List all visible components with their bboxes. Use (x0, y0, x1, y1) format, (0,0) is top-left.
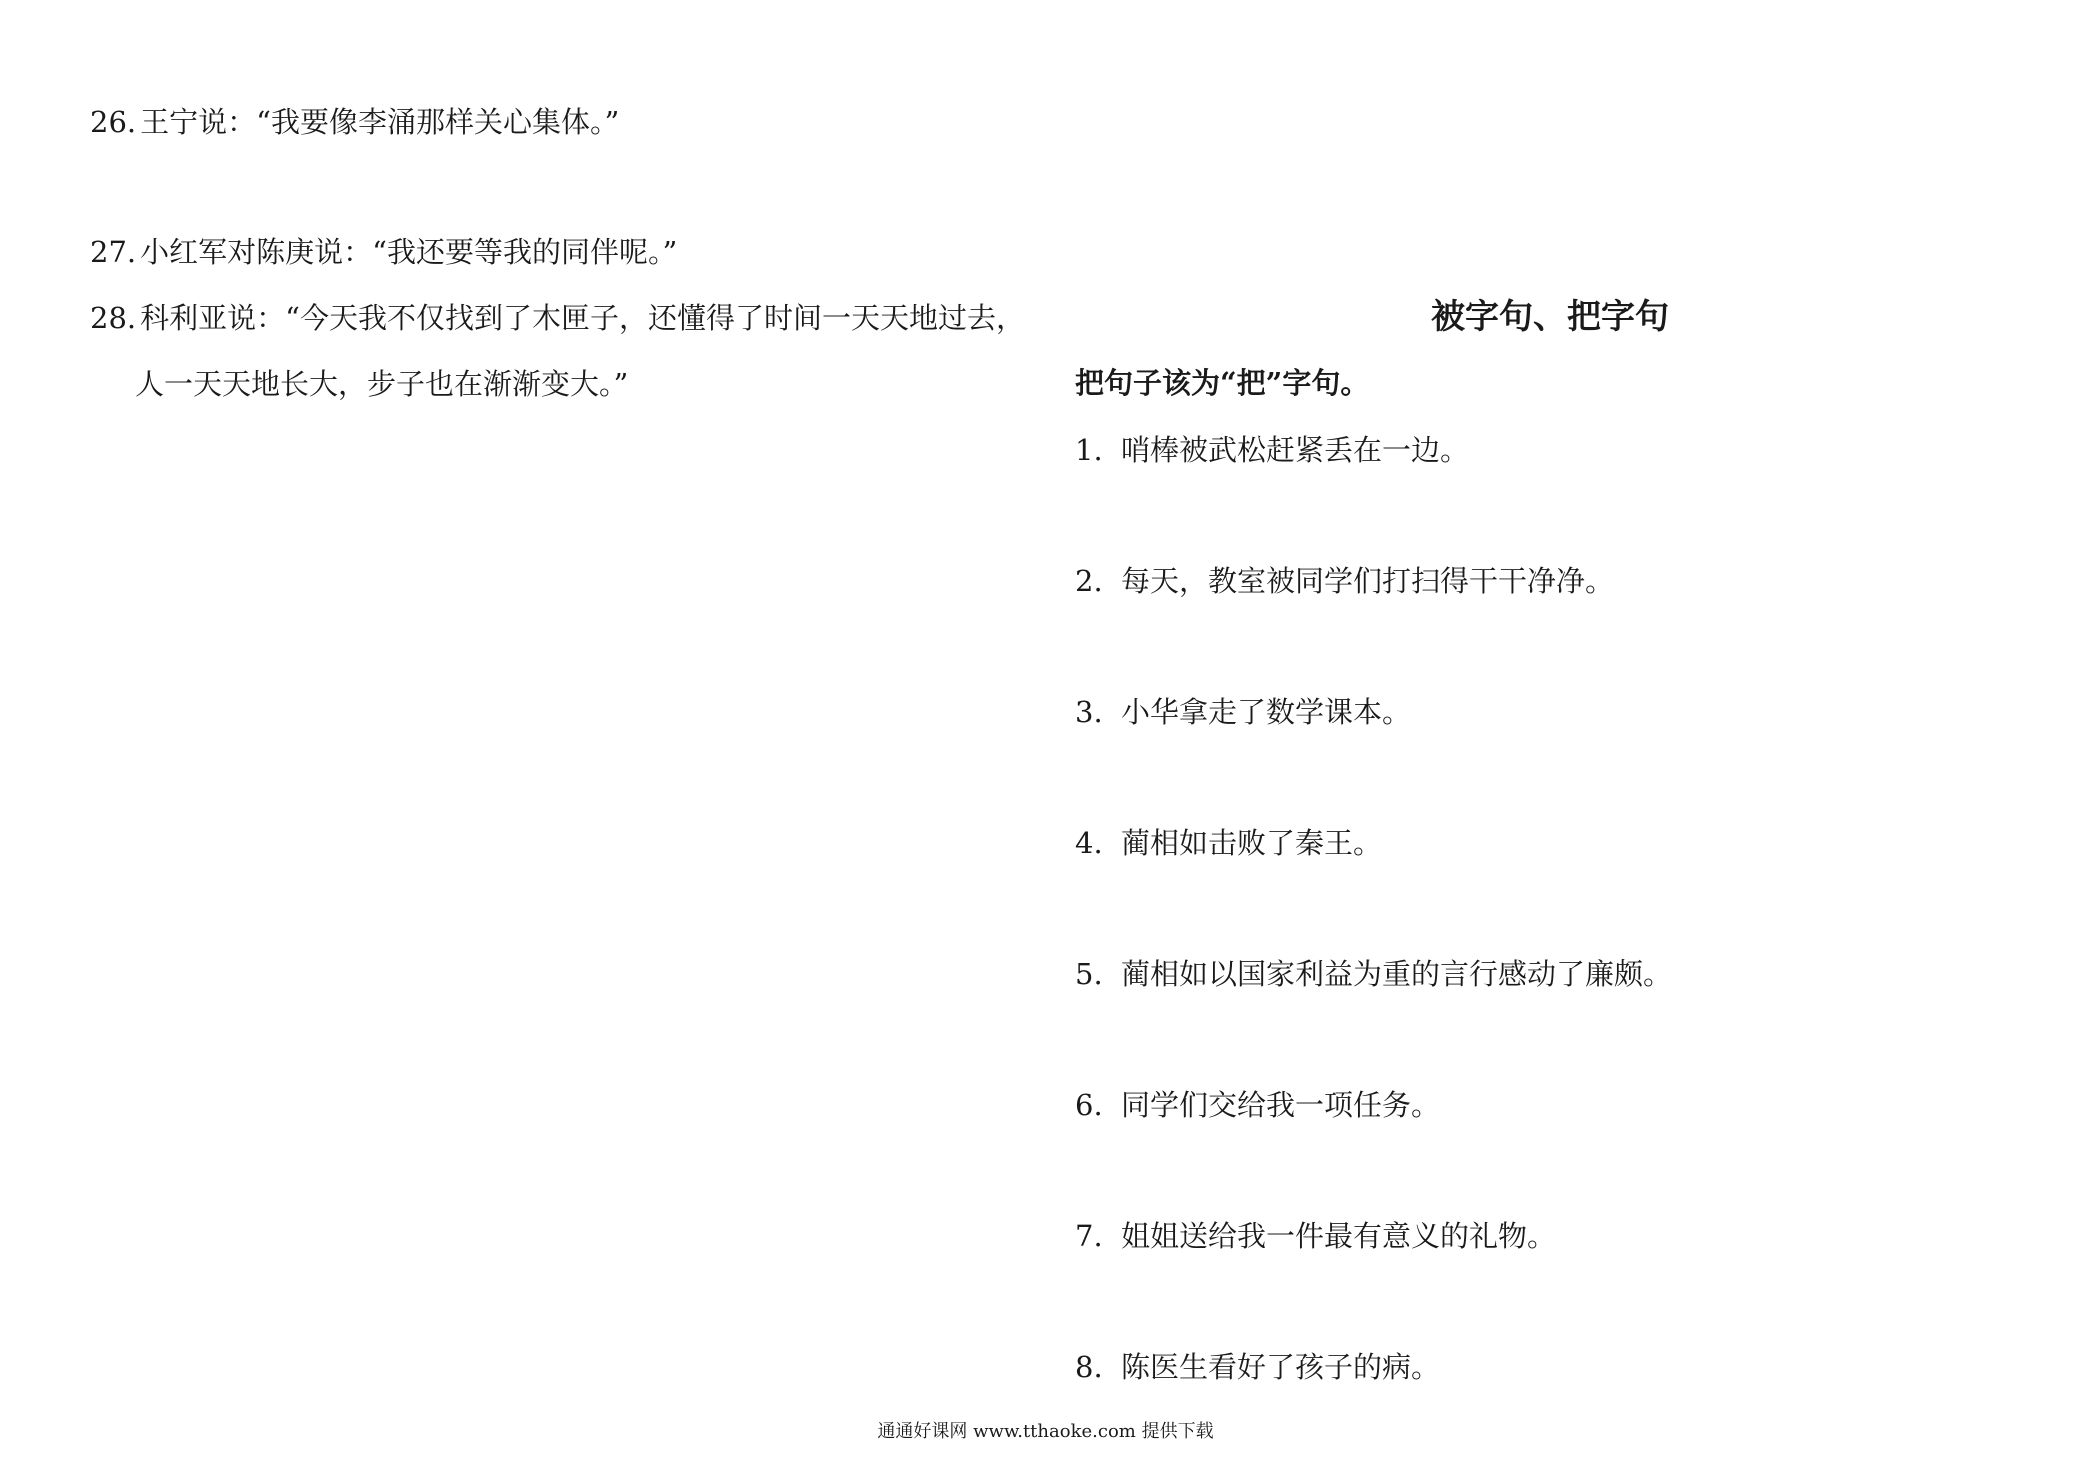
question-27 (90, 234, 677, 270)
exercise-3 (1075, 694, 1411, 730)
exercise-text: 哨棒被武松赶紧丢在一边。 (1121, 433, 1470, 467)
exercise-number: 1. (1075, 433, 1103, 467)
page-footer: 通通好课网 www.tthaoke.com 提供下载 (877, 1421, 1214, 1442)
section-title: 被字句、把字句 (1431, 297, 1669, 337)
exercise-text: 同学们交给我一项任务。 (1121, 1088, 1441, 1122)
question-number: 26. (90, 105, 137, 139)
exercise-1 (1075, 432, 1469, 468)
question-28-continuation (135, 366, 628, 402)
exercise-number: 4. (1075, 826, 1103, 860)
question-26 (90, 104, 619, 140)
exercise-text: 小华拿走了数学课本。 (1121, 695, 1412, 729)
exercise-number: 7. (1075, 1219, 1103, 1253)
question-number: 27. (90, 235, 137, 269)
exercise-4 (1075, 825, 1382, 861)
exercise-5 (1075, 956, 1672, 992)
exercise-text: 蔺相如以国家利益为重的言行感动了廉颇。 (1121, 957, 1673, 991)
question-text: 科利亚说：“今天我不仅找到了木匣子，还懂得了时间一天天地过去， (140, 301, 1025, 335)
exercise-8 (1075, 1349, 1440, 1385)
question-text-continuation: 人一天天地长大，步子也在渐渐变大。” (135, 367, 629, 401)
exercise-number: 3. (1075, 695, 1103, 729)
section-instruction: 把句子该为“把”字句。 (1075, 366, 1370, 400)
question-28 (90, 300, 1025, 336)
exercise-number: 6. (1075, 1088, 1103, 1122)
exercise-number: 8. (1075, 1350, 1103, 1384)
exercise-6 (1075, 1087, 1440, 1123)
exercise-text: 陈医生看好了孩子的病。 (1121, 1350, 1441, 1384)
exercise-text: 每天，教室被同学们打扫得干干净净。 (1121, 564, 1615, 598)
exercise-number: 5. (1075, 957, 1103, 991)
question-text: 王宁说：“我要像李涌那样关心集体。” (140, 105, 620, 139)
exercise-7 (1075, 1218, 1556, 1254)
question-number: 28. (90, 301, 137, 335)
exercise-2 (1075, 563, 1614, 599)
exercise-number: 2. (1075, 564, 1103, 598)
exercise-text: 姐姐送给我一件最有意义的礼物。 (1121, 1219, 1557, 1253)
question-text: 小红军对陈庚说：“我还要等我的同伴呢。” (140, 235, 678, 269)
exercise-text: 蔺相如击败了秦王。 (1121, 826, 1383, 860)
